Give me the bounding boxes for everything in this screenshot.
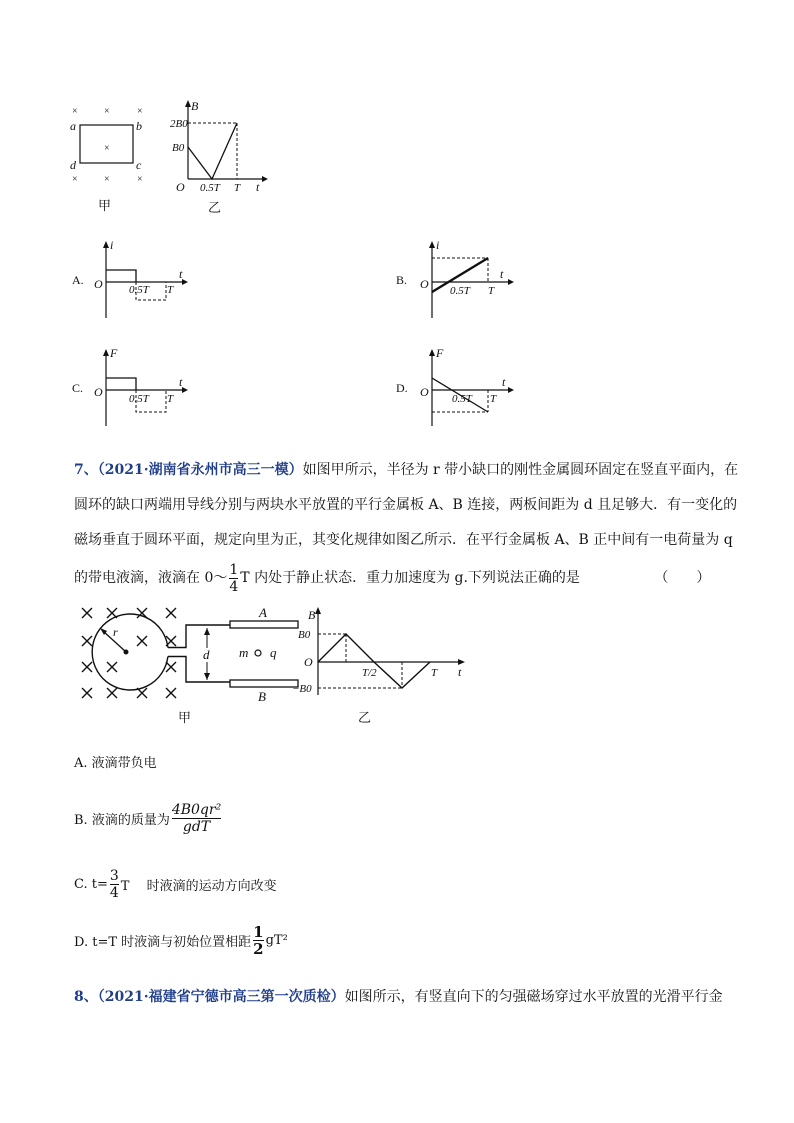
fraction-one-quarter: $\frac{1}{4}$ [229, 561, 239, 595]
caption-jia: 甲 [98, 198, 112, 213]
tick-t: T [431, 667, 438, 679]
graph-line [106, 378, 136, 390]
cross-mark [166, 662, 176, 672]
label-d: d [70, 158, 76, 172]
x-arrow [182, 387, 188, 393]
q7-option-a[interactable]: A. 液滴带负电 [74, 756, 157, 771]
cross-mark [107, 688, 117, 698]
y-arrow [103, 349, 109, 356]
answer-parentheses: （ ） [654, 570, 711, 586]
cross-mark [82, 688, 92, 698]
b-curve [188, 123, 237, 179]
q7-text-4a: 的带电液滴，液滴在 0～ [74, 570, 228, 586]
x-arrow [182, 279, 188, 285]
q6-option-d[interactable] [392, 346, 522, 428]
cross-mark [82, 636, 92, 646]
graph-line [106, 270, 136, 282]
cross-mark [82, 608, 92, 618]
caption-jia: 甲 [178, 710, 192, 725]
origin: O [94, 277, 103, 291]
origin: O [176, 180, 185, 194]
q6-option-b[interactable] [392, 238, 522, 320]
label-d: d [203, 647, 210, 662]
x-label: t [179, 375, 183, 389]
label-b: b [136, 119, 142, 133]
q7-number: 7、 [74, 462, 98, 478]
label-r: r [113, 625, 118, 639]
x-label: t [458, 665, 462, 679]
option-letter: C. [72, 381, 84, 395]
tick-half-t: 0.5T [200, 182, 220, 194]
distance-arrow-up [204, 628, 210, 635]
distance-arrow-down [204, 673, 210, 680]
caption-yi: 乙 [358, 710, 372, 725]
tick-t: T [167, 284, 174, 296]
tick-b0: B0 [172, 142, 185, 154]
tick-2b0: 2B0 [170, 118, 188, 130]
plate-b [230, 680, 298, 687]
option-letter: B. [396, 273, 408, 287]
tick-half-t: 0.5T [129, 284, 149, 296]
origin: O [304, 655, 313, 669]
x-arrow [508, 387, 514, 393]
label-plate-b: B [258, 689, 266, 704]
q8-number: 8、 [74, 989, 98, 1005]
y-arrow [429, 241, 435, 248]
q6-figure-yi [170, 95, 280, 220]
tick-half-t: 0.5T [452, 393, 472, 405]
magnetic-field-crosses [72, 106, 143, 185]
x-label: t [500, 267, 504, 281]
label-q: q [270, 645, 277, 660]
cross-mark: × [72, 174, 78, 185]
tick-t: T [490, 393, 497, 405]
q8-text: 如图所示，有竖直向下的匀强磁场穿过水平放置的光滑平行金 [344, 989, 723, 1005]
lower-wire [168, 657, 230, 683]
cross-mark [166, 608, 176, 618]
label-plate-a: A [259, 605, 267, 620]
origin: O [94, 385, 103, 399]
q7-option-b[interactable]: B. 液滴的质量为 $\frac{\text{4B0qr²}}{\text{gdT}}$ [74, 802, 222, 835]
y-label: B [308, 608, 316, 622]
y-label: B [191, 99, 199, 113]
y-label: F [436, 346, 444, 360]
y-label: F [110, 346, 118, 360]
q7-figure-yi [290, 600, 480, 730]
tick-half-t: 0.5T [129, 393, 149, 405]
q7-line-3: 磁场垂直于圆环平面，规定向里为正，其变化规律如图乙所示．在平行金属板 A、B 正中间有一电荷量为 q [74, 532, 733, 548]
label-c: c [136, 158, 142, 172]
cross-mark [166, 688, 176, 698]
option-letter: A. [72, 273, 84, 287]
q7-text-4b: T 内处于静止状态．重力加速度为 g.下列说法正确的是 [240, 570, 580, 586]
cross-mark: × [104, 174, 110, 185]
option-letter: D. [396, 381, 408, 395]
b-curve [318, 634, 430, 688]
q6-figure-jia [66, 100, 166, 220]
upper-wire [168, 625, 230, 648]
y-label: i [436, 238, 440, 252]
tick-t: T [167, 393, 174, 405]
y-arrow [103, 241, 109, 248]
label-a: a [70, 119, 76, 133]
q7-stem [74, 453, 739, 598]
cross-mark [82, 662, 92, 672]
y-arrow [429, 349, 435, 356]
q8-stem [74, 980, 724, 1015]
origin: O [420, 277, 429, 291]
y-label: i [110, 238, 114, 252]
tick-b0: B0 [298, 629, 311, 641]
q6-option-c[interactable] [66, 346, 196, 428]
tick-t: T [234, 182, 241, 194]
q7-line-2: 圆环的缺口两端用导线分别与两块水平放置的平行金属板 A、B 连接，两板间距为 d 且足够大．有一变化的 [74, 497, 738, 513]
y-arrow [315, 607, 321, 614]
fraction-three-quarter: $\frac{3}{4}$ [109, 868, 119, 901]
metal-ring [92, 614, 168, 690]
tick-t-half: T/2 [362, 667, 377, 679]
q7-option-c[interactable]: C. t= $\frac{3}{4}$ T 时液滴的运动方向改变 [74, 868, 277, 901]
droplet [255, 650, 261, 656]
cross-mark: × [137, 174, 143, 185]
q7-line-1 [74, 453, 739, 488]
q7-option-d[interactable]: D. t=T 时液滴与初始位置相距 $\frac{1}{2}$ gT² [74, 923, 288, 958]
fraction-one-half: $\frac{1}{2}$ [253, 923, 264, 958]
label-m: m [239, 645, 249, 660]
tick-t: T [488, 285, 495, 297]
q7-figure-jia [70, 600, 310, 730]
tick-neg-b0: −B0 [292, 683, 312, 695]
tick-half-t: 0.5T [450, 285, 470, 297]
x-label: t [179, 267, 183, 281]
cross-mark: × [104, 106, 110, 117]
q8-source: （2021·福建省宁德市高三第一次质检） [97, 989, 345, 1005]
cross-mark: × [137, 106, 143, 117]
x-label: t [502, 375, 506, 389]
cross-mark [137, 636, 147, 646]
cross-mark: × [72, 106, 78, 117]
origin: O [420, 385, 429, 399]
q7-line-4 [74, 558, 724, 598]
q6-option-a[interactable] [66, 238, 196, 320]
x-arrow [508, 279, 514, 285]
cross-mark: × [104, 143, 110, 154]
magnetic-field-crosses [82, 608, 176, 698]
q7-text-1: 如图甲所示，半径为 r 带小缺口的刚性金属圆环固定在竖直平面内，在 [302, 462, 739, 478]
x-label: t [256, 180, 260, 194]
plate-a [230, 621, 298, 628]
q7-source: （2021·湖南省永州市高三一模） [97, 462, 303, 478]
cross-mark [107, 662, 117, 672]
fraction-mass: $\frac{\text{4B0qr²}}{\text{gdT}}$ [171, 802, 222, 835]
x-arrow [262, 176, 268, 182]
caption-yi: 乙 [208, 200, 222, 215]
